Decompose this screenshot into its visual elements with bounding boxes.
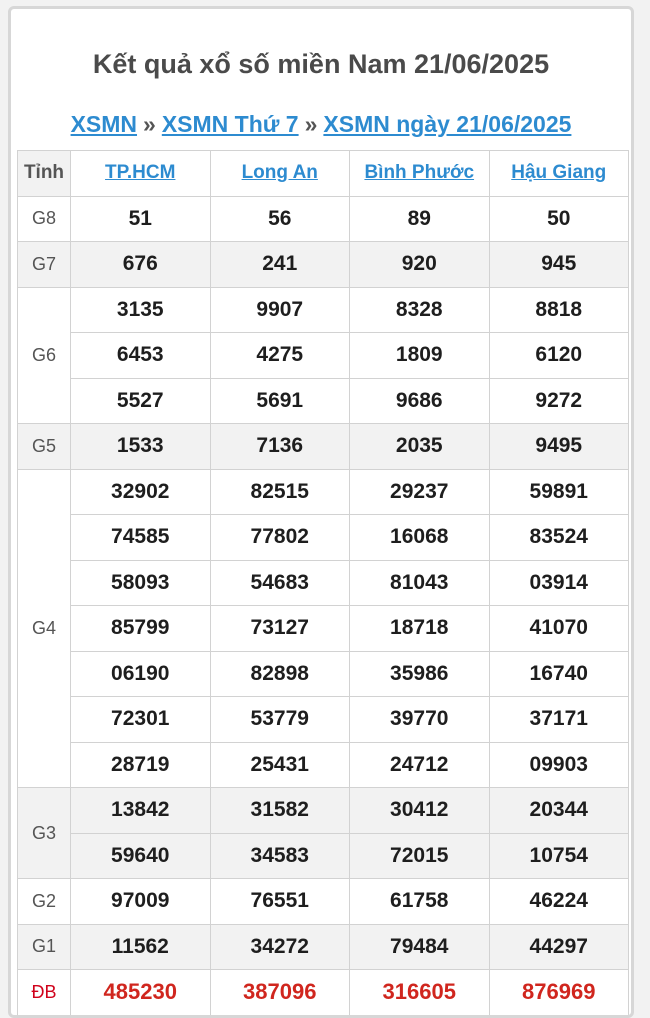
prize-row-g7 — [18, 242, 629, 288]
prize-number: 32902 — [71, 469, 211, 515]
prize-number: 387096 — [210, 970, 350, 1016]
prize-row-g4 — [18, 697, 629, 743]
prize-row-g6 — [18, 333, 629, 379]
prize-row-g8 — [18, 196, 629, 242]
province-link[interactable]: Hậu Giang — [511, 162, 607, 184]
prize-number: 34272 — [210, 924, 350, 970]
province-link[interactable]: TP.HCM — [105, 162, 176, 184]
prize-number: 7136 — [210, 424, 350, 470]
breadcrumb-link-xsmn-date[interactable]: XSMN ngày 21/06/2025 — [323, 111, 572, 137]
prize-row-g3 — [18, 788, 629, 834]
prize-number: 82898 — [210, 651, 350, 697]
prize-number: 79484 — [350, 924, 490, 970]
prize-number: 61758 — [350, 879, 490, 925]
prize-number: 06190 — [71, 651, 211, 697]
prize-row-g4 — [18, 515, 629, 561]
prize-number: 50 — [489, 196, 629, 242]
prize-number: 83524 — [489, 515, 629, 561]
prize-row-g5 — [18, 424, 629, 470]
prize-label: G7 — [18, 242, 71, 288]
prize-row-g1 — [18, 924, 629, 970]
prize-row-db — [18, 970, 629, 1016]
prize-number: 676 — [71, 242, 211, 288]
prize-number: 77802 — [210, 515, 350, 561]
prize-number: 20344 — [489, 788, 629, 834]
prize-number: 2035 — [350, 424, 490, 470]
prize-number: 945 — [489, 242, 629, 288]
breadcrumb-link-xsmn[interactable]: XSMN — [70, 111, 138, 137]
breadcrumb — [11, 109, 631, 139]
prize-number: 53779 — [210, 697, 350, 743]
table-header-row — [18, 151, 629, 197]
province-link[interactable]: Long An — [241, 162, 318, 184]
prize-number: 6120 — [489, 333, 629, 379]
prize-row-g6 — [18, 287, 629, 333]
prize-number: 18718 — [350, 606, 490, 652]
prize-label: G4 — [18, 469, 71, 788]
breadcrumb-separator: » — [304, 111, 318, 137]
breadcrumb-link-xsmn-thu-7[interactable]: XSMN Thứ 7 — [161, 111, 299, 137]
prize-number: 16740 — [489, 651, 629, 697]
prize-number: 39770 — [350, 697, 490, 743]
prize-row-g4 — [18, 651, 629, 697]
prize-label: ĐB — [18, 970, 71, 1016]
prize-number: 13842 — [71, 788, 211, 834]
prize-number: 920 — [350, 242, 490, 288]
prize-number: 51 — [71, 196, 211, 242]
prize-number: 5527 — [71, 378, 211, 424]
province-header-binh-phuoc[interactable] — [350, 151, 490, 197]
prize-number: 37171 — [489, 697, 629, 743]
prize-number: 76551 — [210, 879, 350, 925]
province-header-hau-giang[interactable] — [489, 151, 629, 197]
prize-number: 44297 — [489, 924, 629, 970]
prize-number: 74585 — [71, 515, 211, 561]
prize-row-g6 — [18, 378, 629, 424]
prize-number: 28719 — [71, 742, 211, 788]
prize-number: 9907 — [210, 287, 350, 333]
prize-number: 35986 — [350, 651, 490, 697]
breadcrumb-separator: » — [143, 111, 156, 137]
prize-number: 9272 — [489, 378, 629, 424]
prize-number: 82515 — [210, 469, 350, 515]
prize-number: 34583 — [210, 833, 350, 879]
prize-number: 8328 — [350, 287, 490, 333]
prize-number: 30412 — [350, 788, 490, 834]
results-body — [18, 196, 629, 1015]
prize-number: 8818 — [489, 287, 629, 333]
prize-number: 59891 — [489, 469, 629, 515]
results-card — [8, 6, 634, 1018]
prize-number: 56 — [210, 196, 350, 242]
prize-number: 29237 — [350, 469, 490, 515]
prize-row-g4 — [18, 606, 629, 652]
prize-number: 54683 — [210, 560, 350, 606]
province-header-tphcm[interactable] — [71, 151, 211, 197]
prize-number: 46224 — [489, 879, 629, 925]
prize-row-g3 — [18, 833, 629, 879]
province-column-label: Tỉnh — [18, 151, 71, 197]
prize-label: G5 — [18, 424, 71, 470]
prize-number: 876969 — [489, 970, 629, 1016]
prize-number: 1809 — [350, 333, 490, 379]
prize-number: 4275 — [210, 333, 350, 379]
prize-number: 31582 — [210, 788, 350, 834]
prize-row-g2 — [18, 879, 629, 925]
prize-number: 16068 — [350, 515, 490, 561]
prize-number: 24712 — [350, 742, 490, 788]
prize-number: 72301 — [71, 697, 211, 743]
province-header-long-an[interactable] — [210, 151, 350, 197]
prize-label: G8 — [18, 196, 71, 242]
prize-label: G1 — [18, 924, 71, 970]
prize-number: 11562 — [71, 924, 211, 970]
prize-number: 25431 — [210, 742, 350, 788]
prize-number: 89 — [350, 196, 490, 242]
prize-number: 97009 — [71, 879, 211, 925]
prize-label: G3 — [18, 788, 71, 879]
prize-number: 41070 — [489, 606, 629, 652]
prize-number: 10754 — [489, 833, 629, 879]
prize-number: 9495 — [489, 424, 629, 470]
prize-number: 81043 — [350, 560, 490, 606]
prize-label: G2 — [18, 879, 71, 925]
prize-number: 5691 — [210, 378, 350, 424]
prize-number: 316605 — [350, 970, 490, 1016]
page-title: Kết quả xổ số miền Nam 21/06/2025 — [92, 49, 550, 79]
prize-number: 59640 — [71, 833, 211, 879]
prize-number: 73127 — [210, 606, 350, 652]
prize-label: G6 — [18, 287, 71, 424]
prize-number: 485230 — [71, 970, 211, 1016]
prize-number: 6453 — [71, 333, 211, 379]
prize-number: 72015 — [350, 833, 490, 879]
province-link[interactable]: Bình Phước — [364, 162, 475, 184]
prize-number: 03914 — [489, 560, 629, 606]
prize-number: 241 — [210, 242, 350, 288]
prize-number: 09903 — [489, 742, 629, 788]
prize-number: 58093 — [71, 560, 211, 606]
prize-row-g4 — [18, 469, 629, 515]
prize-number: 3135 — [71, 287, 211, 333]
prize-row-g4 — [18, 742, 629, 788]
prize-number: 9686 — [350, 378, 490, 424]
results-table — [17, 150, 629, 1016]
prize-row-g4 — [18, 560, 629, 606]
prize-number: 85799 — [71, 606, 211, 652]
prize-number: 1533 — [71, 424, 211, 470]
